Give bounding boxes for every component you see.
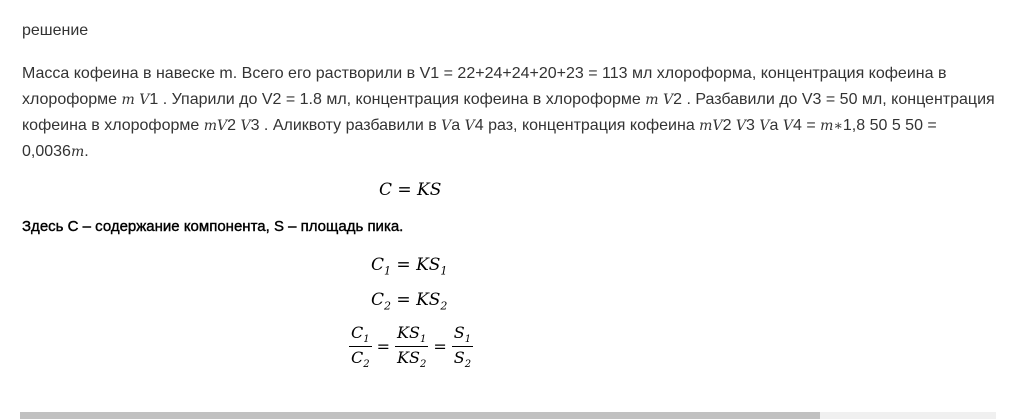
fraction-numerator [395,323,428,347]
math-segment: m V [645,92,674,108]
fraction-denominator [452,347,473,370]
math-segment: V [464,118,475,134]
text-segment: 3 . Аликвоту разбавили в [250,117,442,134]
text-segment: a [451,117,465,134]
horizontal-scrollbar[interactable] [20,412,996,419]
formula-c2 [371,290,447,312]
equals-sign: = [376,337,391,357]
scrollbar-thumb[interactable] [20,412,820,419]
math-segment: mV [699,118,723,134]
formula-ratio [347,323,475,370]
formula-subscript: 1 [419,334,427,346]
text-segment: 1 . Упарили до V2 = 1.8 мл, концентрация кофеина в хлороформе [149,91,646,108]
formula-symbol: S [453,348,465,368]
formula-c1 [371,255,447,277]
fraction-s [452,323,473,370]
text-segment: 3 [746,117,760,134]
math-segment: mV [203,118,228,134]
math-segment: V [782,118,793,134]
formula-symbol: KS [397,323,420,342]
text-segment: . [84,143,89,160]
formula-note: Здесь C – содержание компонента, S – площадь пика. [22,218,404,235]
formula-symbol: C [371,290,385,310]
fraction-numerator [452,323,473,347]
solution-heading: решение [22,22,89,39]
formula-symbol: C [351,323,364,342]
formula-symbol: = KS [391,290,441,310]
text-segment: 4 = [792,117,821,134]
text-segment: 1,8 50 5 50 = 0,0036 [22,117,937,160]
formula-subscript: 1 [464,334,472,346]
formula-symbol: KS [397,348,420,368]
text-segment: 2 [227,117,241,134]
text-segment: 4 раз, концентрация кофеина [474,117,700,134]
math-segment: V [735,118,747,134]
fraction-denominator [349,347,372,370]
formula-subscript: 2 [384,299,392,313]
formula-subscript: 1 [440,264,448,278]
math-segment: V [759,118,770,134]
text-segment: Масса кофеина в навеске m. Всего его растворили в V1 = 22+24+24+20+23 = 113 мл хлороформа, концентрация кофеина в хлороформе [22,65,947,108]
fraction-denominator [395,347,428,370]
math-segment: m∗ [820,118,843,134]
equals-sign: = [433,337,447,357]
formula-subscript: 1 [384,264,392,278]
fraction-numerator [349,323,372,347]
formula-subscript: 2 [419,359,427,371]
math-segment: V [240,118,251,134]
formula-subscript: 1 [363,334,370,346]
fraction-c [349,323,372,370]
formula-subscript: 2 [363,359,370,371]
math-segment: V [441,118,452,134]
formula-symbol: S [453,323,465,342]
math-segment: m [70,144,85,160]
text-segment: a [769,117,783,134]
solution-paragraph [22,61,997,165]
formula-c-equals-ks: C = KS [379,180,442,200]
math-segment: m V [121,92,150,108]
formula-subscript: 2 [464,359,472,371]
text-segment: 2 . Разбавили до V3 = 50 мл, концентрация кофеина в хлороформе [22,91,995,134]
formula-symbol: C [351,348,364,368]
text-segment: 2 [722,117,736,134]
formula-symbol: C [371,255,385,275]
fraction-ks [395,323,428,370]
formula-symbol: = KS [391,255,441,275]
formula-subscript: 2 [440,299,448,313]
